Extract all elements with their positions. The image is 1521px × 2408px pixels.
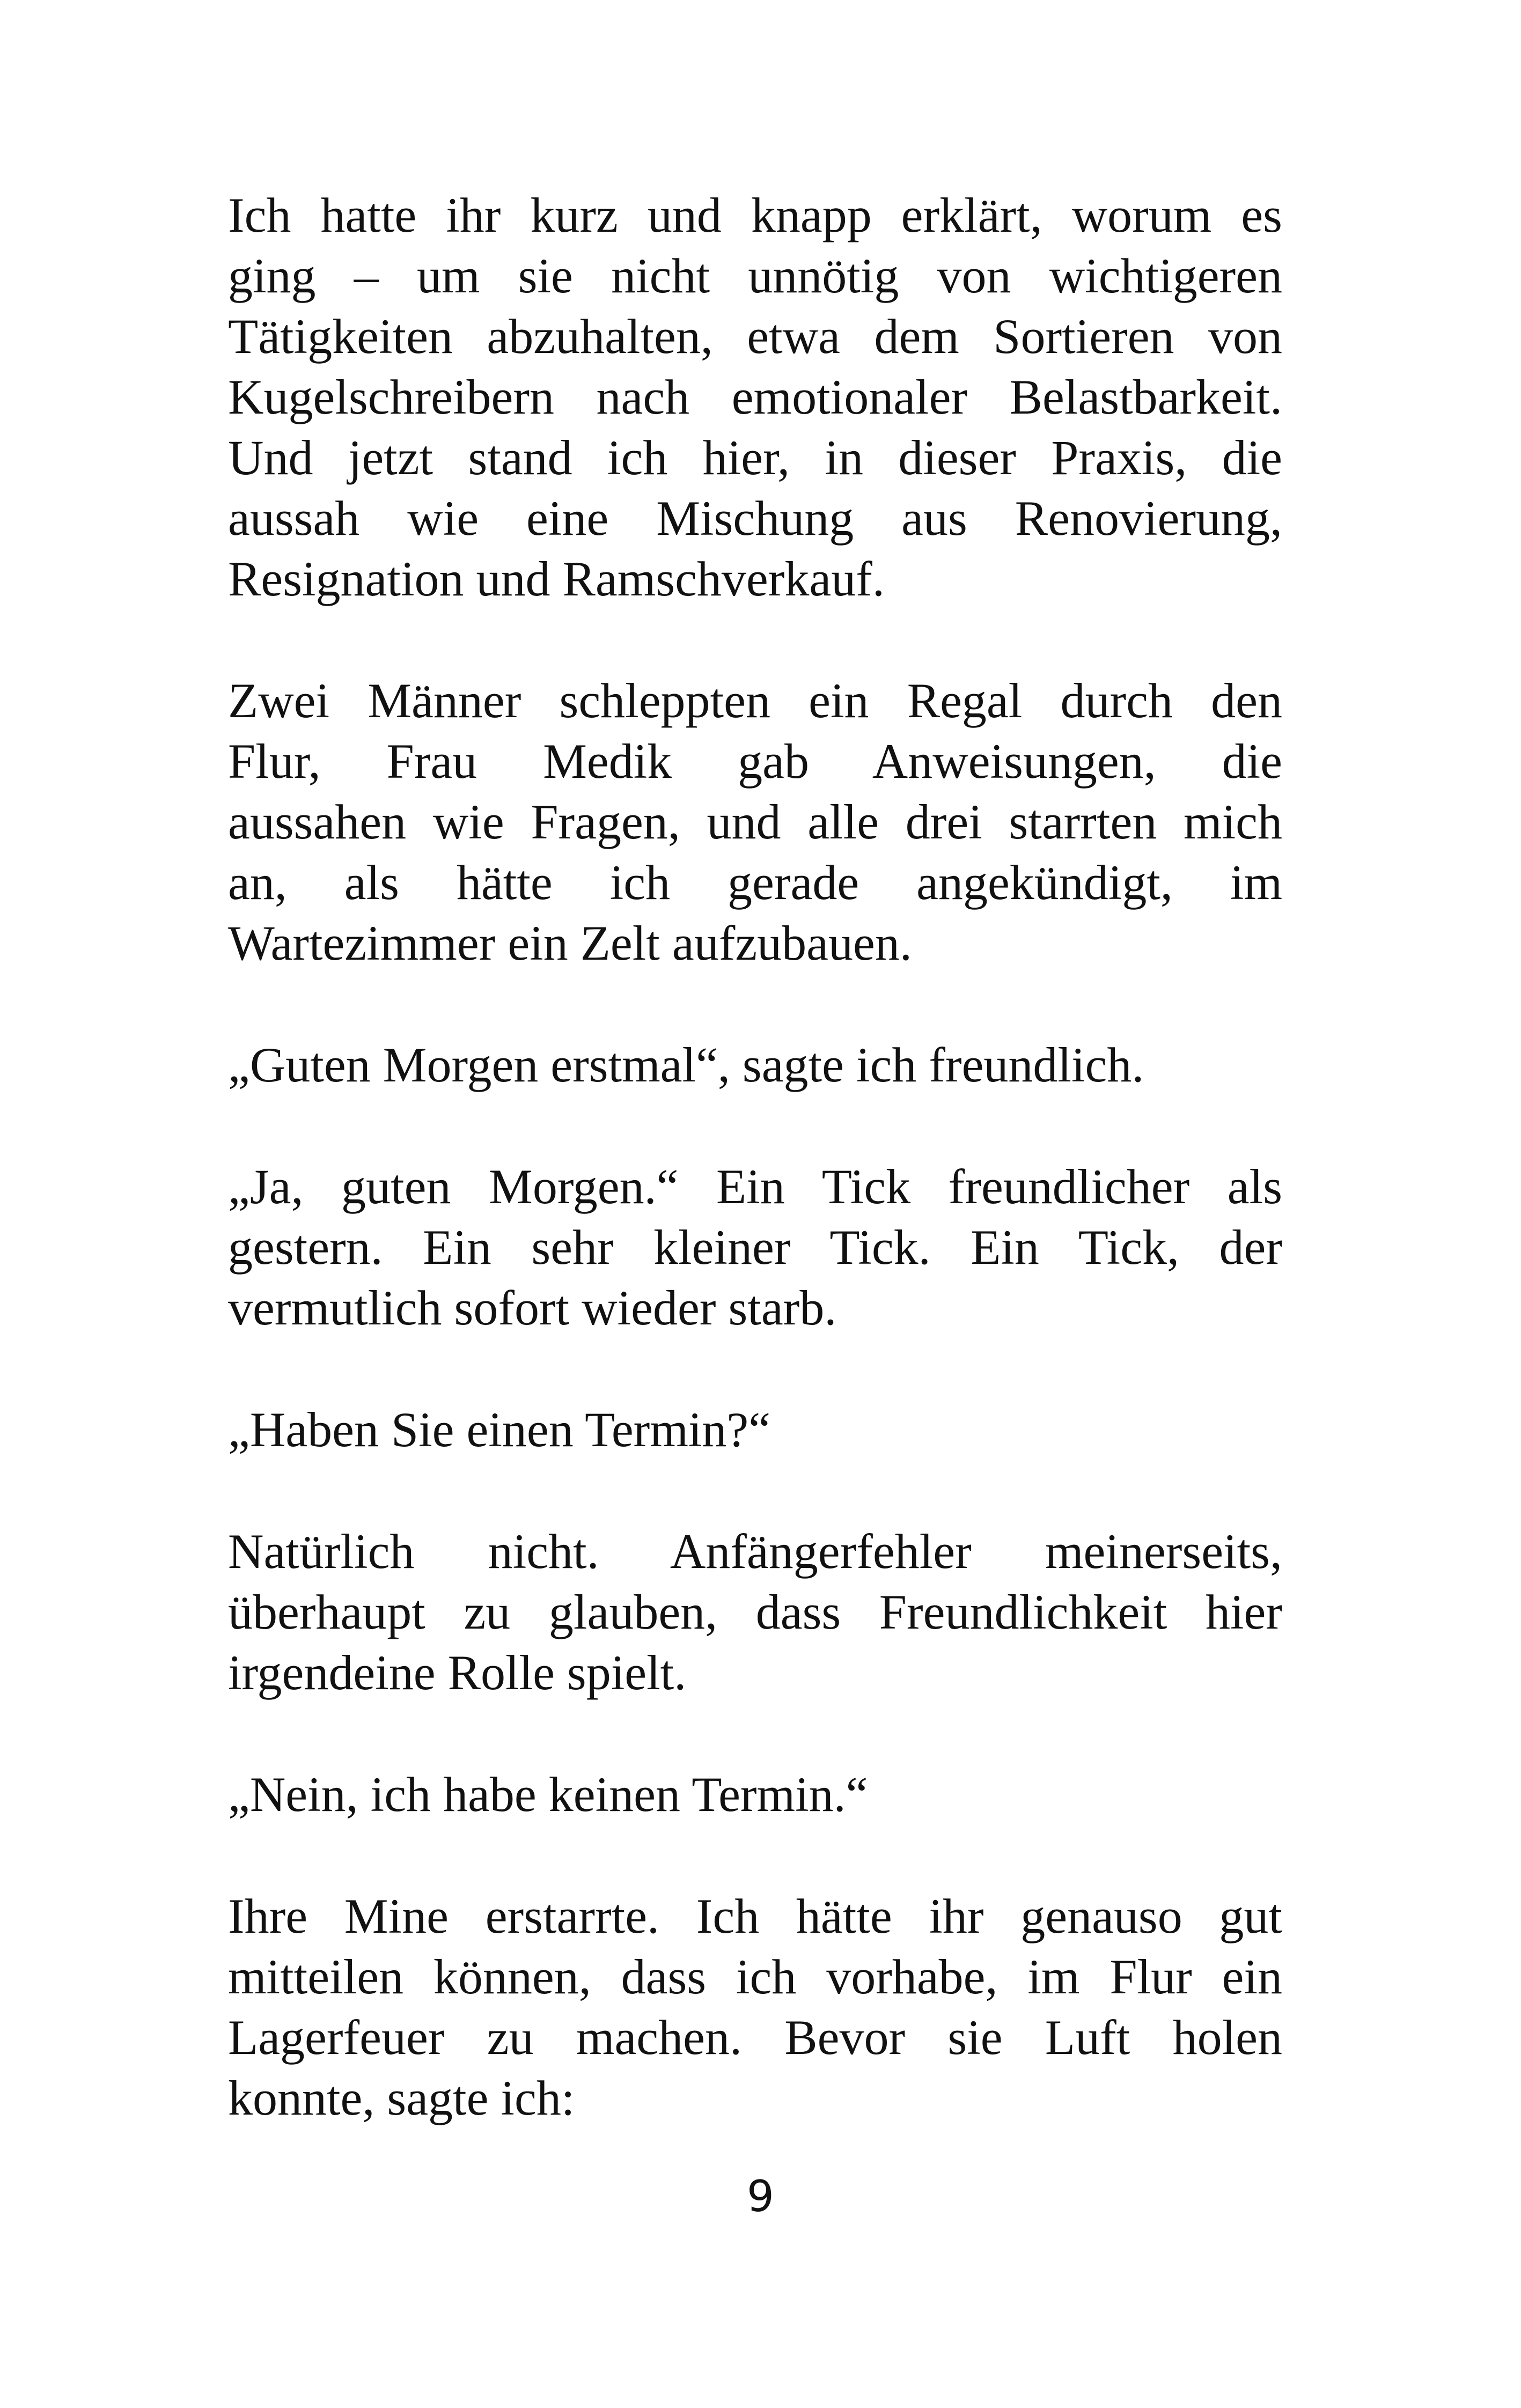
text-line: irgendeine Rolle spielt. bbox=[228, 1645, 687, 1700]
text-line: konnte, sagte ich: bbox=[228, 2071, 575, 2125]
book-page-body bbox=[228, 185, 1282, 2190]
text-line: aussah wie eine Mischung aus Renovierung, bbox=[228, 491, 1282, 546]
text-line: Natürlich nicht. Anfängerfehler meinerseits, bbox=[228, 1524, 1282, 1579]
text-line: „Nein, ich habe keinen Termin.“ bbox=[228, 1767, 868, 1822]
text-line: „Guten Morgen erstmal“, sagte ich freundlich. bbox=[228, 1037, 1144, 1092]
paragraph bbox=[228, 671, 1282, 974]
text-line: Kugelschreibern nach emotionaler Belastbarkeit. bbox=[228, 370, 1282, 424]
text-line: Ich hatte ihr kurz und knapp erklärt, worum es bbox=[228, 188, 1282, 242]
text-line: Und jetzt stand ich hier, in dieser Praxis, die bbox=[228, 430, 1282, 485]
paragraph bbox=[228, 1764, 1282, 1825]
text-line: vermutlich sofort wieder starb. bbox=[228, 1280, 837, 1335]
text-line: Zwei Männer schleppten ein Regal durch den bbox=[228, 673, 1282, 728]
text-line: Flur, Frau Medik gab Anweisungen, die bbox=[228, 734, 1282, 789]
text-line: überhaupt zu glauben, dass Freundlichkeit hier bbox=[228, 1585, 1282, 1639]
page-number: 9 bbox=[747, 2171, 774, 2221]
paragraph bbox=[228, 1035, 1282, 1095]
paragraph bbox=[228, 1886, 1282, 2129]
text-line: an, als hätte ich gerade angekündigt, im bbox=[228, 855, 1282, 910]
text-line: mitteilen können, dass ich vorhabe, im Flur ein bbox=[228, 1949, 1282, 2004]
text-line: ging – um sie nicht unnötig von wichtigeren bbox=[228, 248, 1282, 303]
text-line: Lagerfeuer zu machen. Bevor sie Luft holen bbox=[228, 2010, 1282, 2065]
text-line: „Ja, guten Morgen.“ Ein Tick freundlicher als bbox=[228, 1159, 1282, 1214]
paragraph bbox=[228, 185, 1282, 609]
text-line: gestern. Ein sehr kleiner Tick. Ein Tick, der bbox=[228, 1220, 1282, 1275]
text-line: Ihre Mine erstarrte. Ich hätte ihr genauso gut bbox=[228, 1889, 1282, 1943]
paragraph bbox=[228, 1400, 1282, 1460]
text-line: „Haben Sie einen Termin?“ bbox=[228, 1402, 771, 1457]
paragraph bbox=[228, 1521, 1282, 1703]
text-line: Resignation und Ramschverkauf. bbox=[228, 551, 885, 606]
text-line: Tätigkeiten abzuhalten, etwa dem Sortieren von bbox=[228, 309, 1282, 364]
text-line: aussahen wie Fragen, und alle drei starrten mich bbox=[228, 794, 1282, 849]
paragraph bbox=[228, 1157, 1282, 1338]
text-line: Wartezimmer ein Zelt aufzubauen. bbox=[228, 916, 912, 970]
